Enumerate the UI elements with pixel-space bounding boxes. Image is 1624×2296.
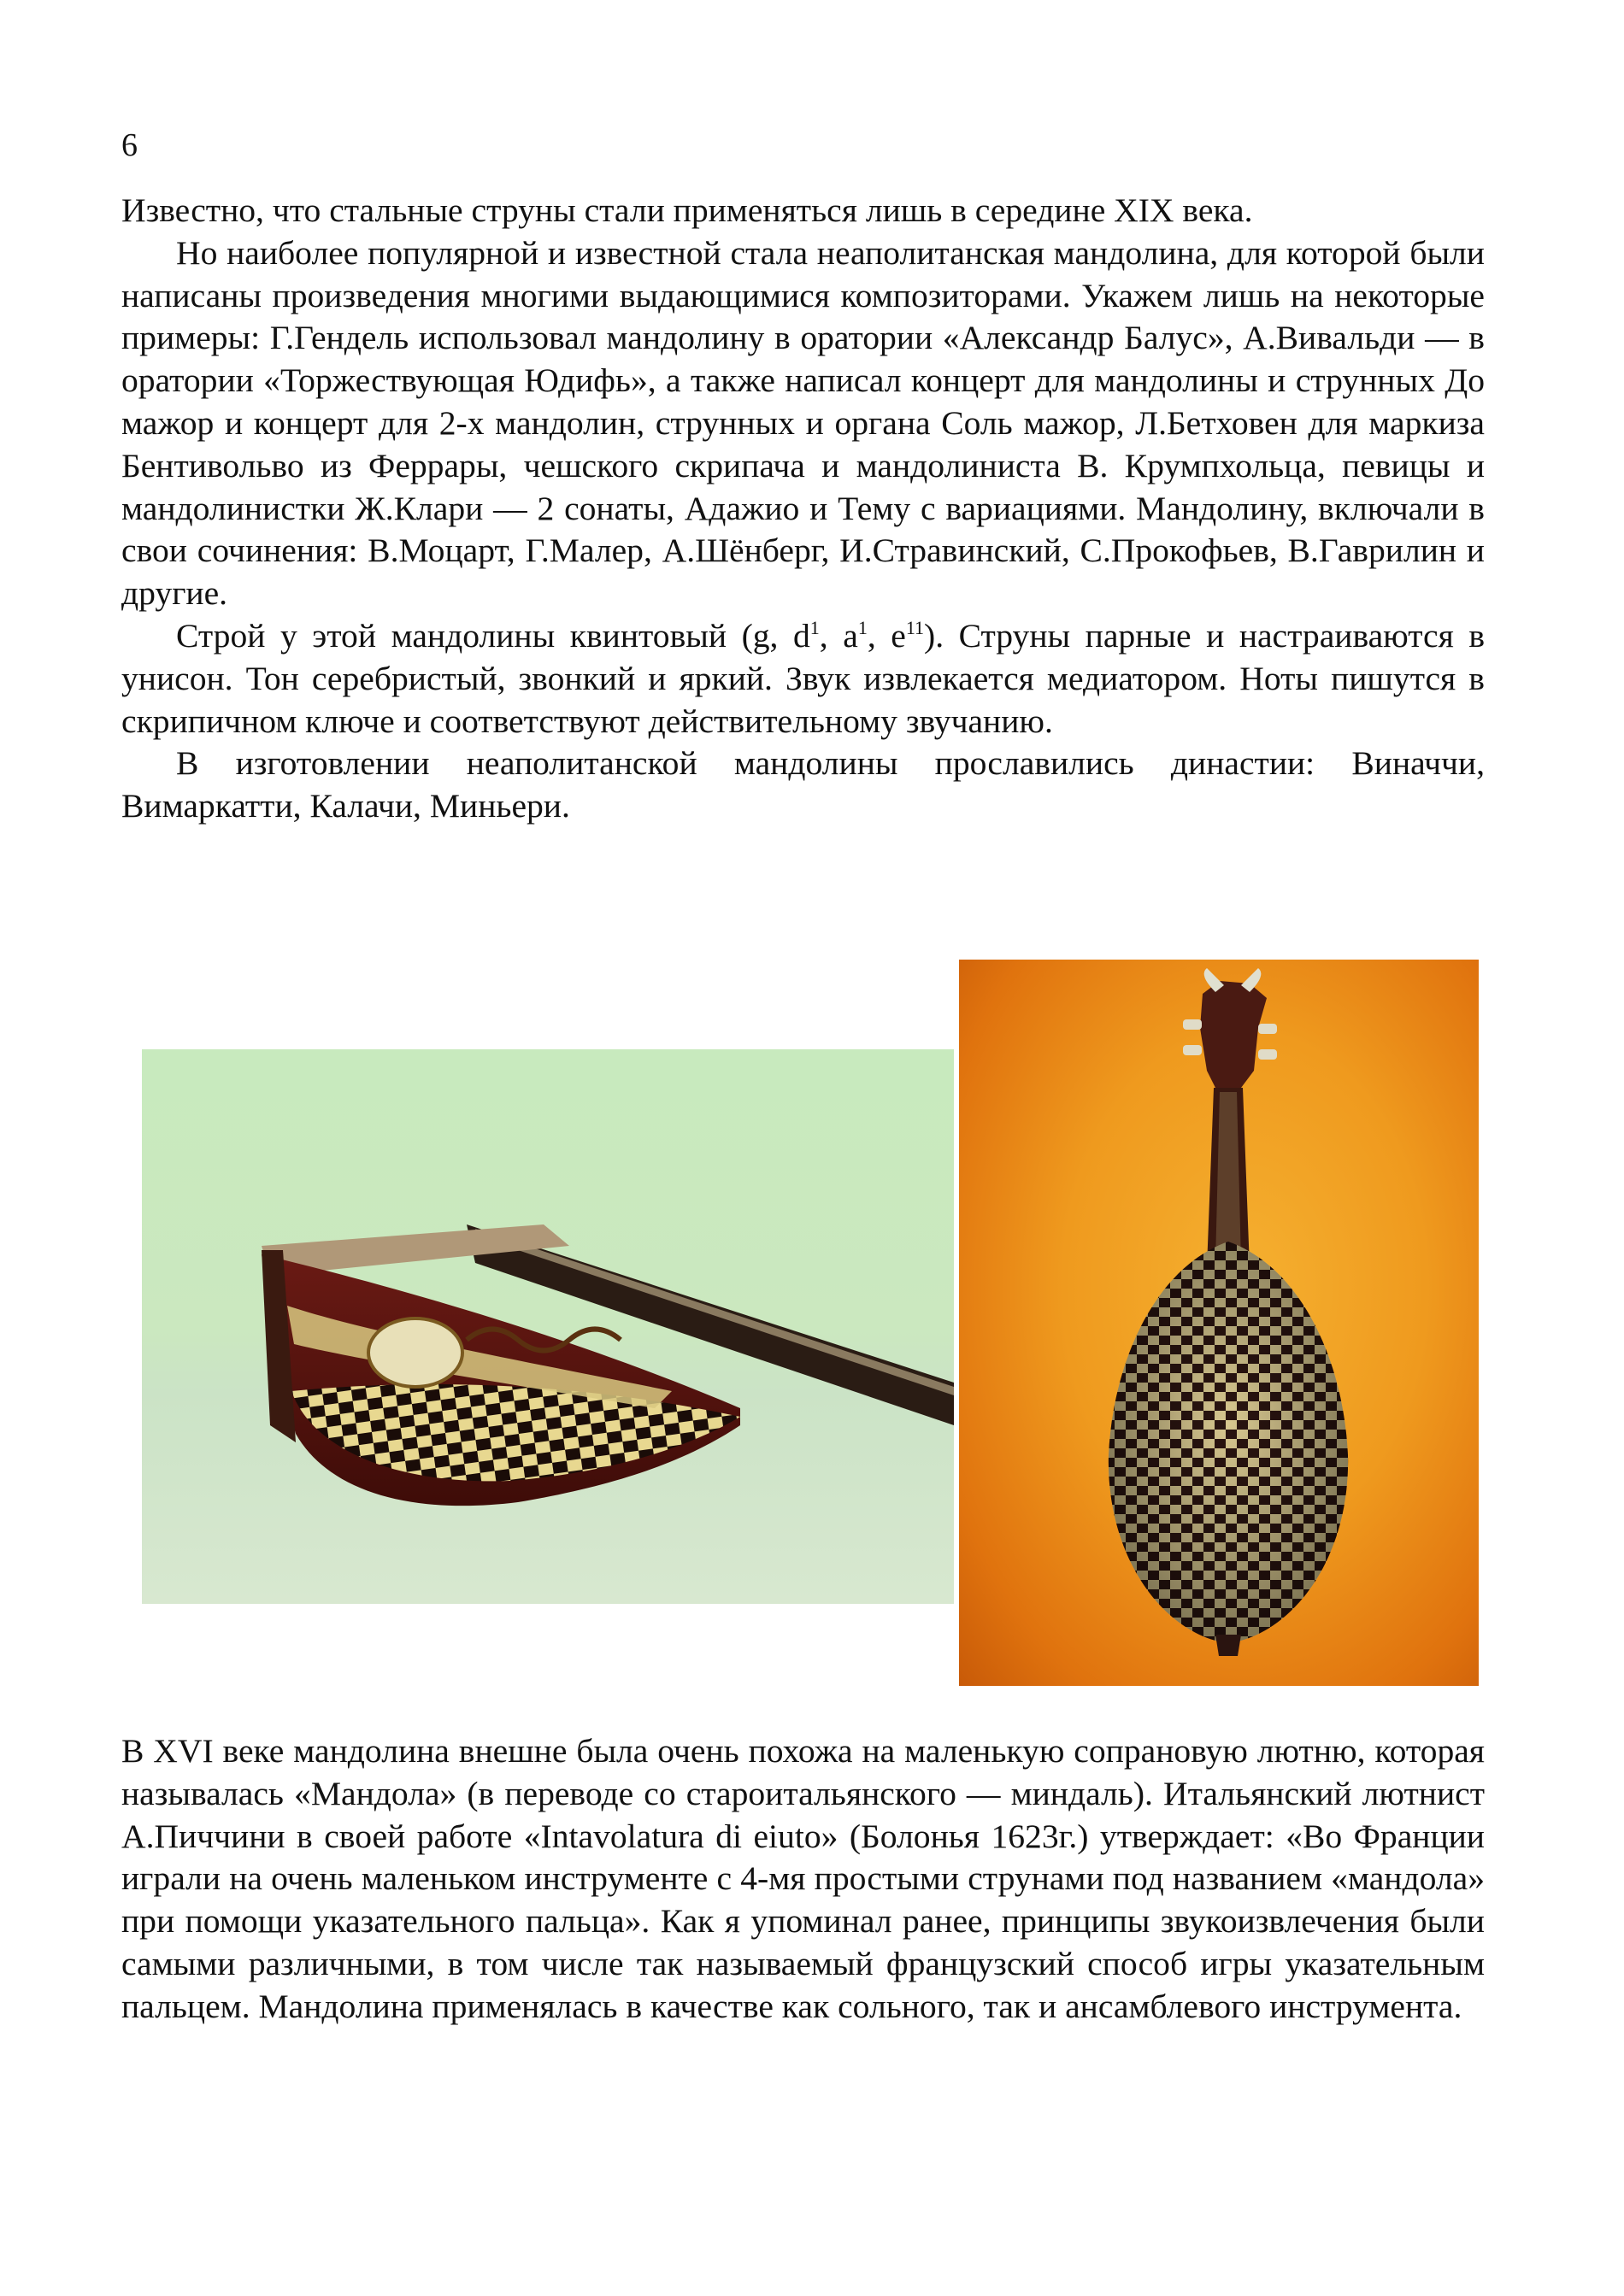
- paragraph-dynasties: В изготовлении неаполитанской мандолины прославились династии: Виначчи, Вимаркатти, Калачи, Миньери.: [121, 744, 1485, 825]
- superscript: 1: [809, 616, 820, 638]
- page-number: 6: [121, 127, 138, 163]
- mandolin-back-view-image: [959, 960, 1479, 1686]
- mandolin-side-view-photo: [142, 1049, 954, 1604]
- paragraph-neapolitan-mandolin: Но наиболее популярной и известной стала неаполитанская мандолина, для которой были написаны произведения многими выдающимися композиторами. Укажем лишь на некоторые примеры: Г.Гендель использовал мандолину в оратории «Александр Балус», А.Вивальди — в оратории «Торжествующая Юдифь», а также написал концерт для мандолины и струнных До мажор и концерт для 2-х мандолин, струнных и органа Соль мажор, Л.Бетховен для маркиза Бентивольво из Феррары, чешского скрипача и мандолиниста В. Крумпхольца, певицы и мандолинистки Ж.Клари — 2 сонаты, Адажио и Тему с вариациями. Мандолину, включали в свои сочинения: В.Моцарт, Г.Малер, А.Шёнберг, И.Стравинский, С.Прокофьев, В.Гаврилин и другие.: [121, 233, 1485, 613]
- superscript: 1: [857, 616, 868, 638]
- tuning-text-end: ). Струны парные и настраиваются в унисон. Тон серебристый, звонкий и яркий. Звук извлекается медиатором. Ноты пишутся в скрипичном ключе и соответствуют действительному звучанию.: [121, 616, 1486, 740]
- text-block-bottom: [121, 1730, 1485, 2029]
- tuning-text-start: Строй у этой мандолины квинтовый (g, d: [176, 616, 810, 655]
- tuning-text: , e: [867, 616, 906, 655]
- mandolin-side-view-image: [142, 1049, 954, 1604]
- mandolin-back-view-photo: [959, 960, 1479, 1686]
- text-block-top: [121, 190, 1485, 828]
- paragraph-tuning: [121, 615, 1485, 743]
- paragraph-steel-strings: Известно, что стальные струны стали применяться лишь в середине XIX века.: [121, 191, 1253, 229]
- superscript: 11: [905, 616, 925, 638]
- tuning-text: , a: [819, 616, 858, 655]
- paragraph-xvi-century: В XVI веке мандолина внешне была очень похожа на маленькую сопрановую лютню, которая называлась «Мандола» (в переводе со староитальянского — миндаль). Итальянский лютнист А.Пиччини в своей работе «Intavolatura di eiuto» (Болонья 1623г.) утверждает: «Во Франции играли на очень маленьком инструменте с 4-мя простыми струнами под названием «мандола» при помощи указательного пальца». Как я упоминал ранее, принципы звукоизвлечения были самыми различными, в том числе так называемый французский способ игры указательным пальцем. Мандолина применялась в качестве как сольного, так и ансамблевого инструмента.: [121, 1732, 1485, 2025]
